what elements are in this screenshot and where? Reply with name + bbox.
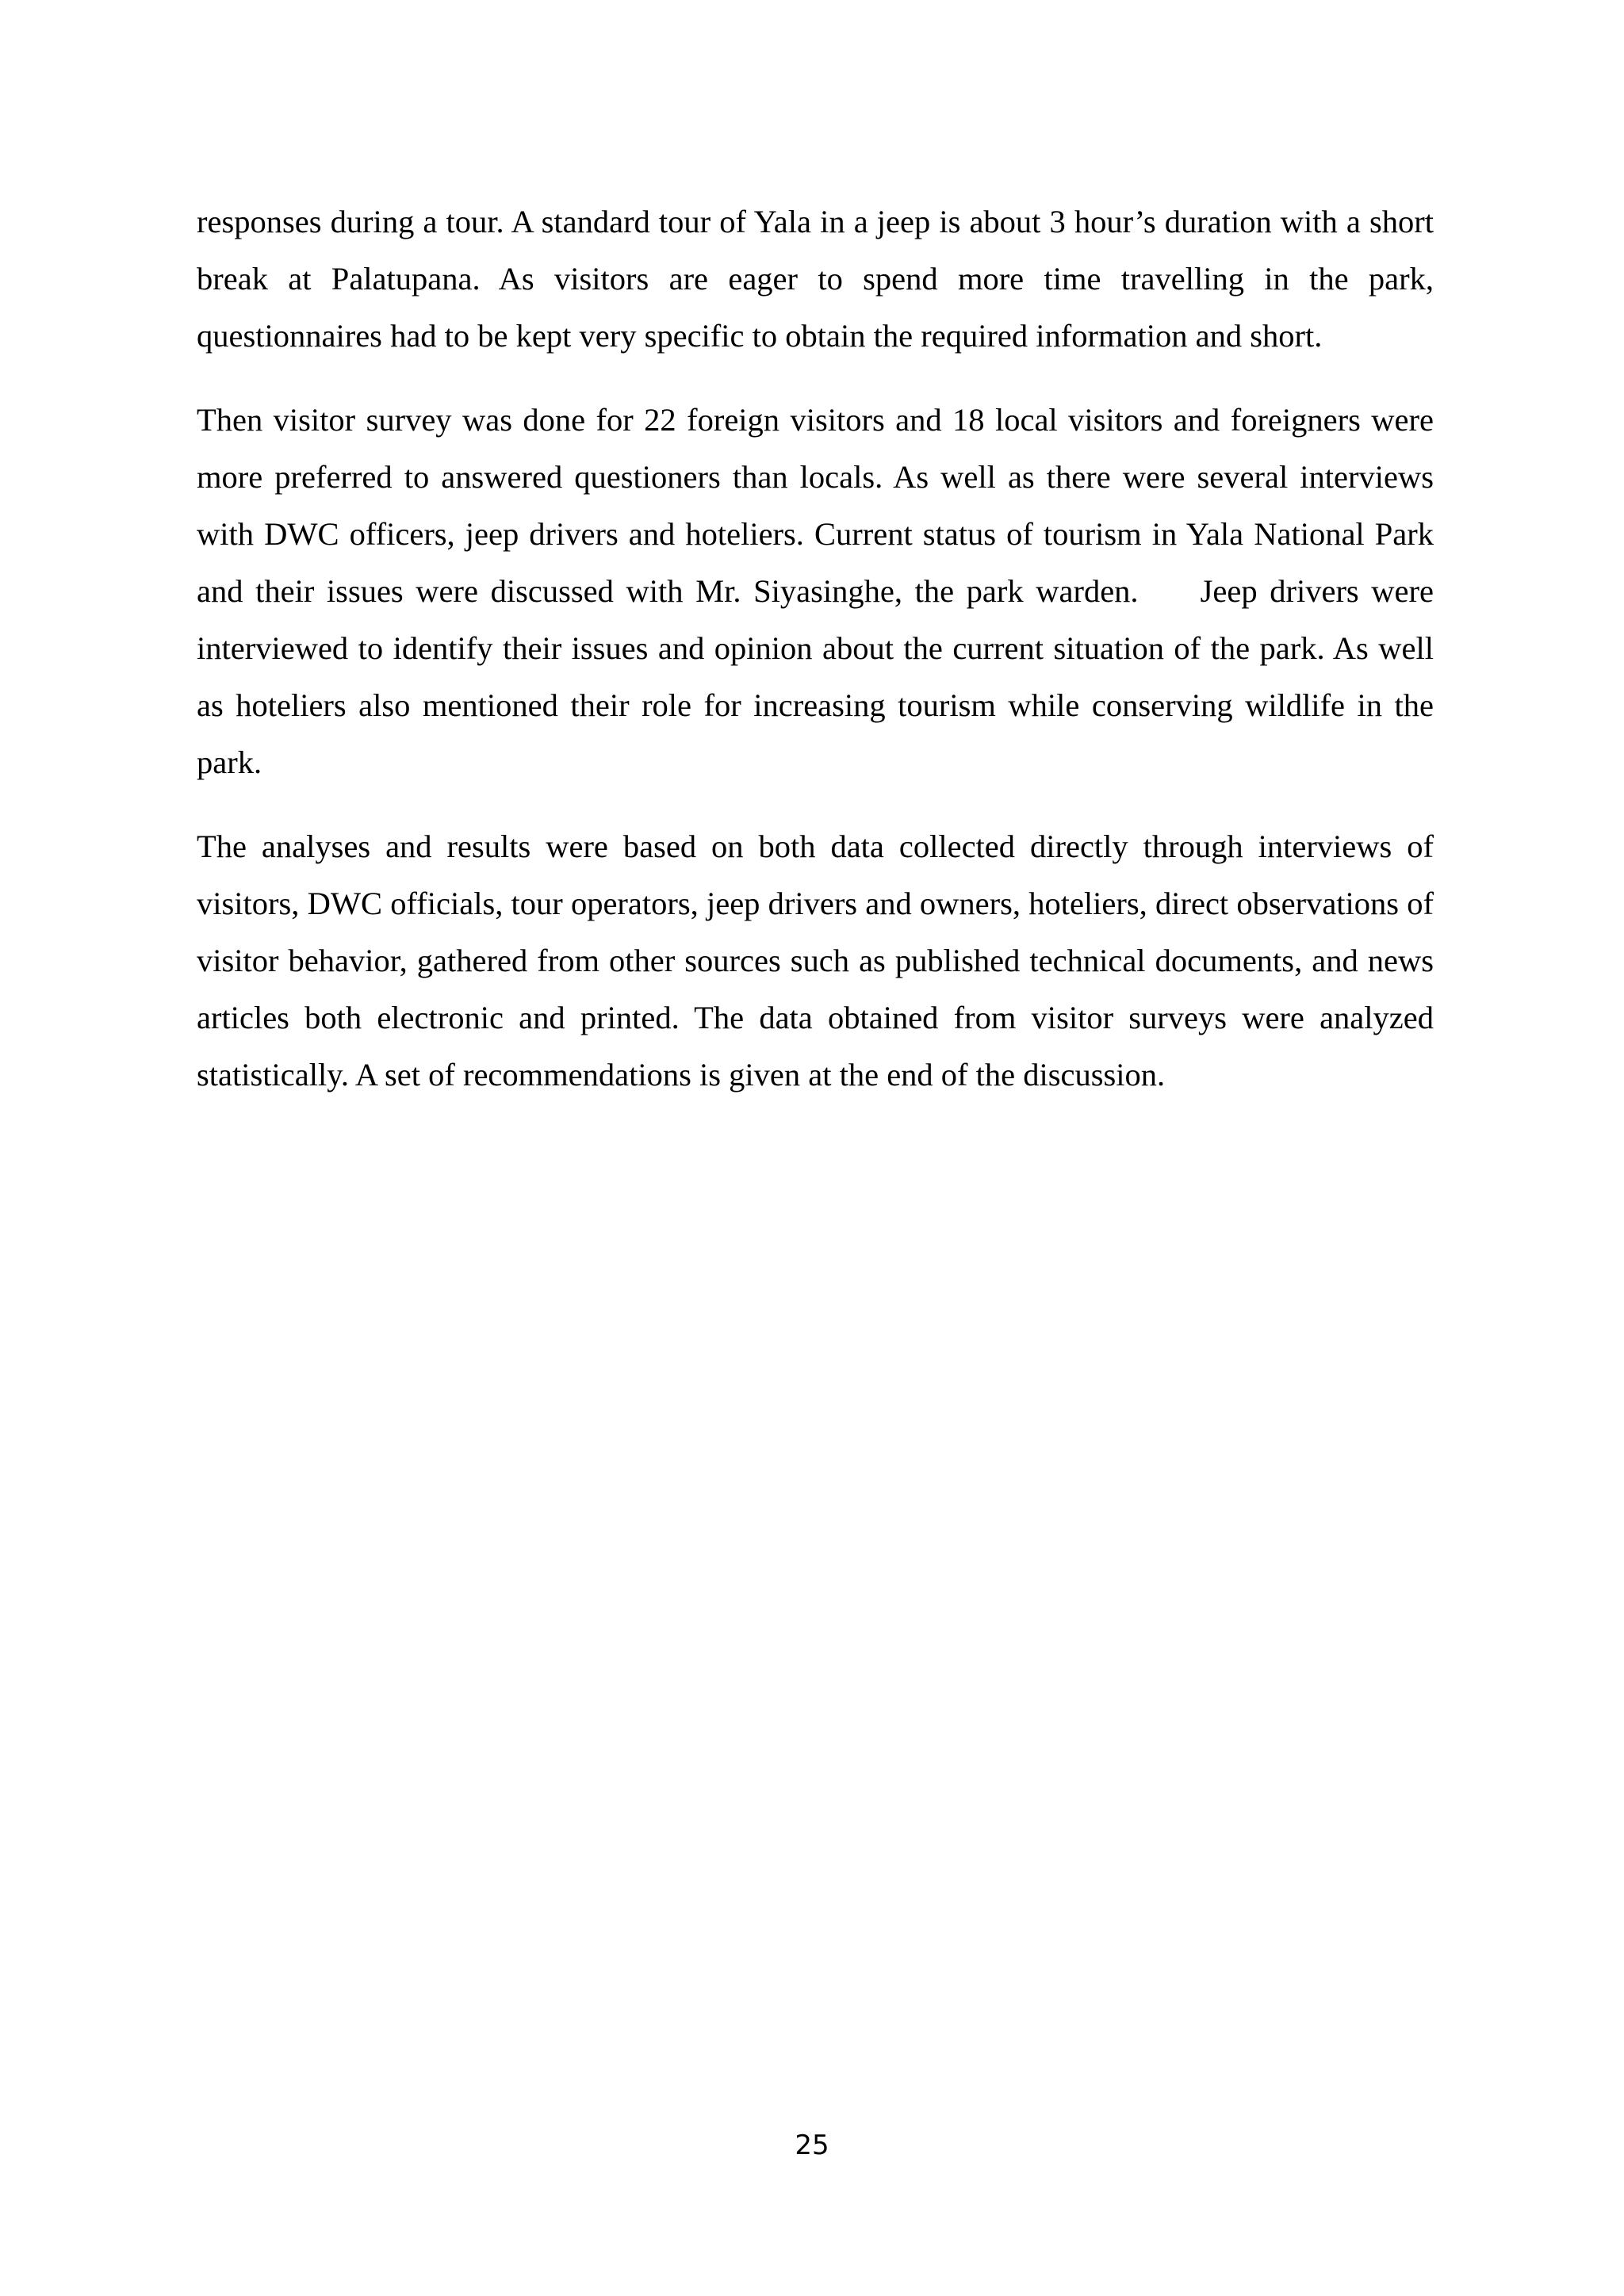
body-text <box>197 193 1442 1131</box>
paragraph-visitor-survey: Then visitor survey was done for 22 foreign visitors and 18 local visitors and foreigners were more preferred to answered questioners than locals. As well as there were several interviews with DWC officers, jeep drivers and hoteliers. Current status of tourism in Yala National Park and their issues were discussed with Mr. Siyasinghe, the park warden. Jeep drivers were interviewed to identify their issues and opinion about the current situation of the park. As well as hoteliers also mentioned their role for increasing tourism while conserving wildlife in the park. <box>197 402 1442 780</box>
paragraph-tour-duration: responses during a tour. A standard tour of Yala in a jeep is about 3 hour’s duration with a short break at Palatupana. As visitors are eager to spend more time travelling in the park, questionnaires had to be kept very specific to obtain the required information and short. <box>197 204 1442 354</box>
paragraph-analyses-results: The analyses and results were based on both data collected directly through interviews of visitors, DWC officials, tour operators, jeep drivers and owners, hoteliers, direct observations of visitor behavior, gathered from other sources such as published technical documents, and news articles both electronic and printed. The data obtained from visitor surveys were analyzed statistically. A set of recommendations is given at the end of the discussion. <box>197 828 1442 1093</box>
page-number: 25 <box>795 2130 829 2161</box>
